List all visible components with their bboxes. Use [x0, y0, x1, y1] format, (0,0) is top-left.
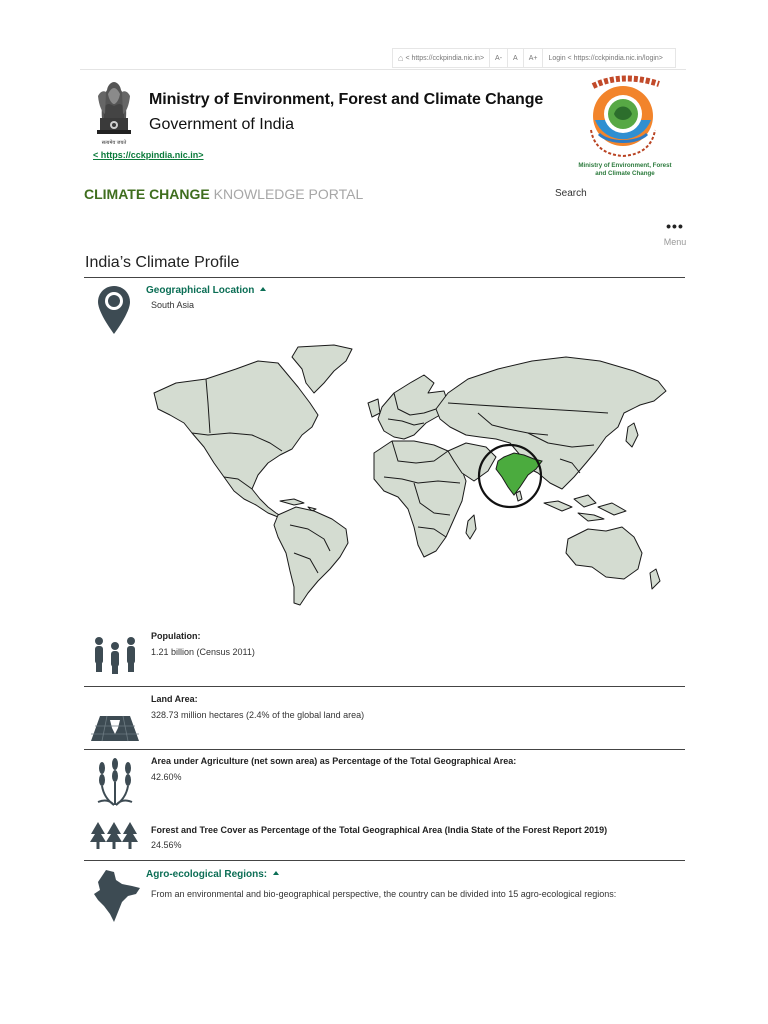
government-title: Government of India	[149, 116, 294, 133]
emblem-caption: सत्यमेव जयते	[101, 140, 127, 146]
row-divider	[84, 686, 685, 687]
world-map-icon	[148, 343, 674, 611]
row-divider	[84, 749, 685, 750]
population-label: Population:	[151, 631, 201, 641]
land-area-label: Land Area:	[151, 694, 198, 704]
wheat-icon	[94, 758, 136, 808]
font-decrease-button[interactable]: A-	[490, 49, 508, 67]
population-value: 1.21 billion (Census 2011)	[151, 647, 255, 657]
agro-ecological-heading: Agro-ecological Regions:	[146, 869, 268, 880]
portal-title[interactable]	[84, 186, 363, 202]
utility-home-link[interactable]: < https://cckpindia.nic.in>	[405, 54, 485, 62]
logo-caption-line2: and Climate Change	[595, 170, 655, 177]
geographical-location-value: South Asia	[151, 300, 195, 310]
menu-button[interactable]	[660, 220, 690, 252]
search-link[interactable]: Search	[555, 188, 587, 199]
menu-label: Menu	[663, 237, 687, 247]
page-title: India’s Climate Profile	[85, 254, 240, 271]
login-link[interactable]: Login < https://cckpindia.nic.in/login>	[548, 54, 663, 62]
land-area-icon	[90, 714, 140, 742]
logo-caption-line1: Ministry of Environment, Forest	[578, 162, 672, 169]
portal-title-light: KNOWLEDGE PORTAL	[213, 186, 364, 202]
agro-ecological-toggle[interactable]	[146, 869, 279, 880]
divider	[80, 69, 686, 70]
ministry-title: Ministry of Environment, Forest and Climate Change	[149, 91, 544, 108]
portal-title-strong: CLIMATE CHANGE	[84, 186, 210, 202]
trees-icon	[90, 822, 138, 850]
agro-ecological-value: From an environmental and bio-geographical perspective, the country can be divided into 15 agro-ecological regions:	[151, 889, 617, 899]
font-increase-button[interactable]: A+	[524, 49, 544, 67]
caret-up-icon	[260, 287, 266, 291]
row-divider	[84, 860, 685, 861]
utility-bar	[392, 48, 676, 68]
geographical-location-toggle[interactable]	[146, 285, 266, 296]
forest-cover-label: Forest and Tree Cover as Percentage of the Total Geographical Area (India State of the Forest Report 2019)	[151, 825, 608, 835]
agriculture-value: 42.60%	[151, 772, 182, 782]
caret-up-icon	[273, 871, 279, 875]
forest-cover-value: 24.56%	[151, 840, 182, 850]
home-link-cell[interactable]	[393, 49, 490, 67]
state-emblem-icon	[92, 74, 136, 150]
font-normal-button[interactable]: A	[508, 49, 524, 67]
agriculture-label: Area under Agriculture (net sown area) as Percentage of the Total Geographical Area:	[151, 756, 517, 766]
population-icon	[92, 636, 138, 674]
header-home-link[interactable]: < https://cckpindia.nic.in>	[93, 150, 204, 160]
more-dots-icon: •••	[666, 218, 684, 234]
geographical-location-heading: Geographical Location	[146, 285, 255, 296]
title-divider	[84, 277, 685, 278]
moef-logo-icon	[575, 72, 679, 178]
land-area-value: 328.73 million hectares (2.4% of the global land area)	[151, 710, 365, 720]
india-map-icon	[92, 868, 142, 924]
home-icon[interactable]: ⌂	[398, 53, 404, 63]
location-pin-icon	[97, 285, 131, 335]
